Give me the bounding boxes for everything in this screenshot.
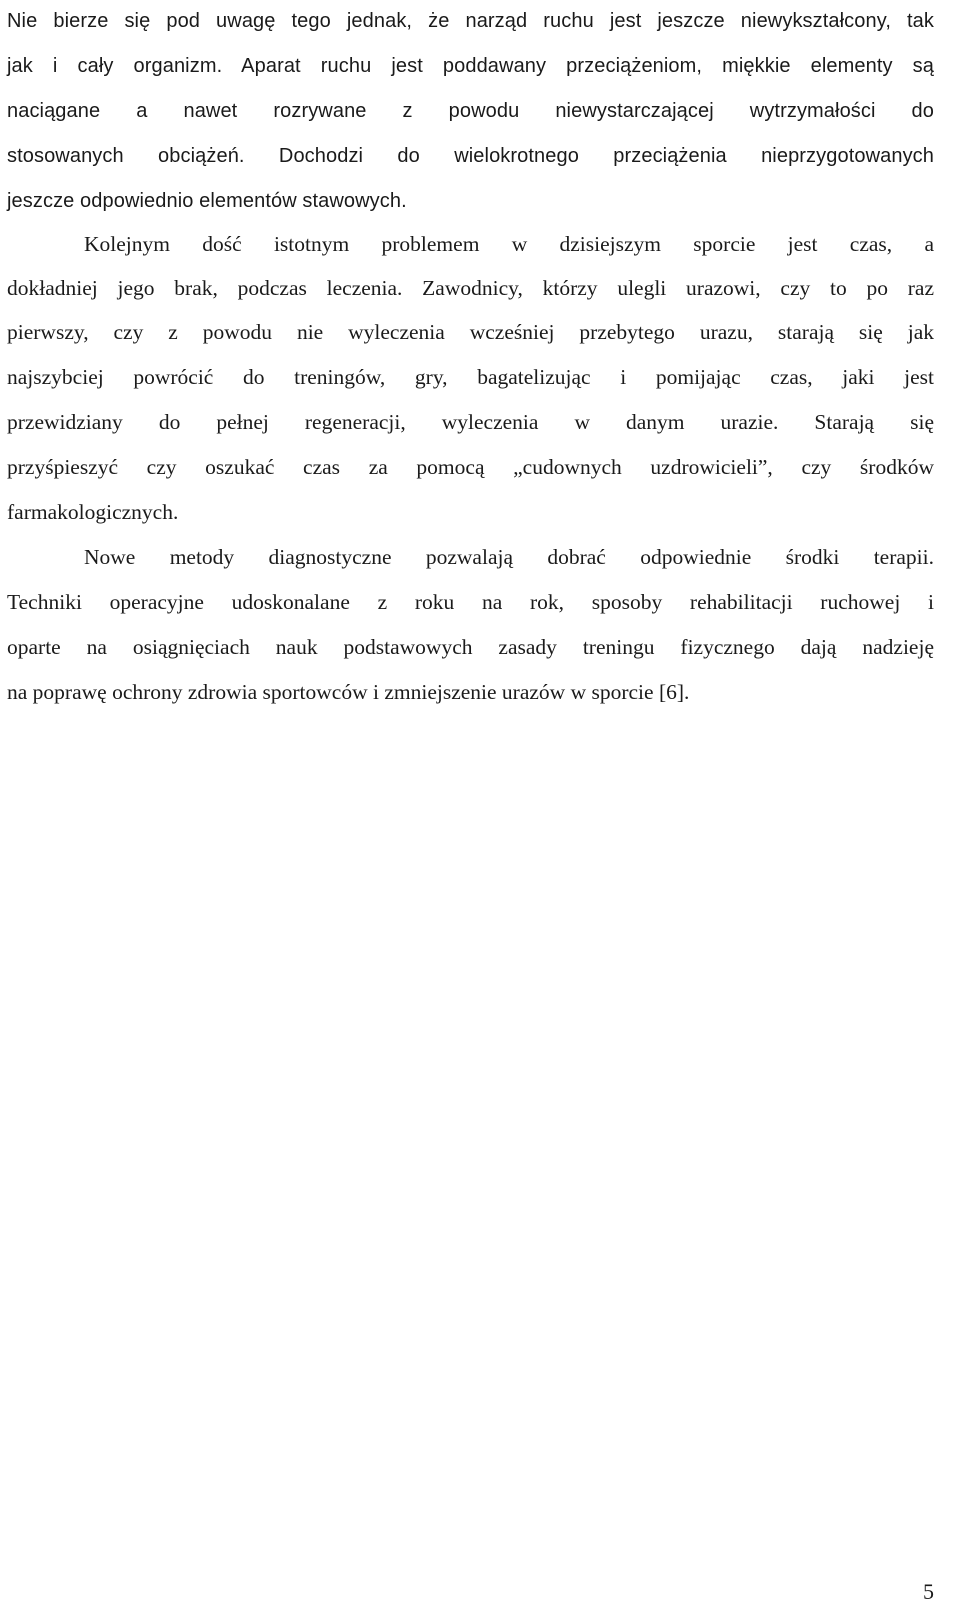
- text-line: przyśpieszyć czy oszukać czas za pomocą „cudownych uzdrowicieli”, czy środków: [7, 455, 934, 479]
- text-line: na poprawę ochrony zdrowia sportowców i zmniejszenie urazów w sporcie [6].: [7, 680, 690, 704]
- text-line: Nie bierze się pod uwagę tego jednak, że narząd ruchu jest jeszcze niewykształcony, tak: [7, 10, 934, 32]
- text-line: dokładniej jego brak, podczas leczenia. Zawodnicy, którzy ulegli urazowi, czy to po raz: [7, 276, 934, 300]
- text-line: stosowanych obciążeń. Dochodzi do wielokrotnego przeciążenia nieprzygotowanych: [7, 145, 934, 167]
- text-line: jeszcze odpowiednio elementów stawowych.: [7, 190, 407, 212]
- text-line: jak i cały organizm. Aparat ruchu jest poddawany przeciążeniom, miękkie elementy są: [7, 55, 934, 77]
- text-line: przewidziany do pełnej regeneracji, wyleczenia w danym urazie. Starają się: [7, 410, 934, 434]
- page-number: 5: [923, 1579, 934, 1604]
- text-line: pierwszy, czy z powodu nie wyleczenia wcześniej przebytego urazu, starają się jak: [7, 320, 934, 344]
- paragraph-first-line: Nowe metody diagnostyczne pozwalają dobrać odpowiednie środki terapii.: [84, 545, 934, 569]
- text-line: farmakologicznych.: [7, 500, 179, 524]
- paragraph-first-line: Kolejnym dość istotnym problemem w dzisiejszym sporcie jest czas, a: [84, 232, 934, 256]
- text-line: Techniki operacyjne udoskonalane z roku na rok, sposoby rehabilitacji ruchowej i: [7, 590, 934, 614]
- text-line: oparte na osiągnięciach nauk podstawowych zasady treningu fizycznego dają nadzieję: [7, 635, 934, 659]
- text-line: naciągane a nawet rozrywane z powodu niewystarczającej wytrzymałości do: [7, 100, 934, 122]
- text-line: najszybciej powrócić do treningów, gry, bagatelizując i pomijając czas, jaki jest: [7, 365, 934, 389]
